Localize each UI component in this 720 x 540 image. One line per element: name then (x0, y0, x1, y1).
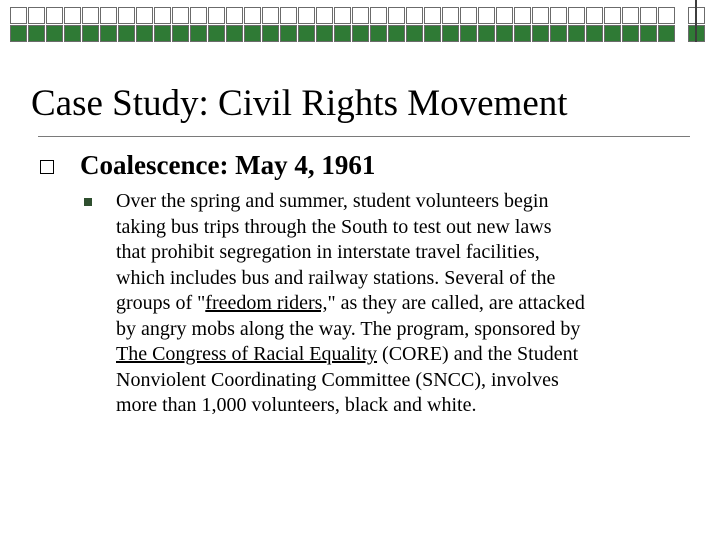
header-grid-cell (514, 7, 531, 24)
header-grid-cell (370, 25, 387, 42)
header-grid-cell (640, 25, 657, 42)
body-line: Nonviolent Coordinating Committee (SNCC), involves (116, 368, 559, 391)
body-line: more than 1,000 volunteers, black and white. (116, 394, 477, 416)
header-grid-cell (406, 25, 423, 42)
header-grid-cell (28, 7, 45, 24)
header-grid-cell (460, 7, 477, 24)
header-grid-cell (64, 25, 81, 42)
header-grid-cell (352, 25, 369, 42)
header-grid-cell (82, 7, 99, 24)
header-grid-cell (208, 7, 225, 24)
header-grid-cell (334, 7, 351, 24)
body-line (116, 342, 686, 368)
header-grid-cell (532, 25, 549, 42)
header-grid-cell (640, 7, 657, 24)
header-grid-cell (316, 7, 333, 24)
header-grid-cell (10, 25, 27, 42)
header-grid-cell (280, 25, 297, 42)
header-grid-cell (28, 25, 45, 42)
title-underline-rule (38, 136, 690, 137)
header-grid-cell (496, 7, 513, 24)
body-text-fragment: " as they are called, are attacked (327, 292, 585, 314)
header-grid-cell (136, 25, 153, 42)
body-line: Over the spring and summer, student volunteers begin (116, 190, 549, 212)
slide-title: Case Study: Civil Rights Movement (31, 83, 568, 124)
header-grid-cell (172, 7, 189, 24)
body-line: taking bus trips through the South to test out new laws (116, 215, 552, 238)
header-grid-cell (244, 25, 261, 42)
header-grid-cell (316, 25, 333, 42)
header-grid-cell (388, 7, 405, 24)
header-grid-cell (208, 25, 225, 42)
header-grid-cell (244, 7, 261, 24)
header-grid-cell (190, 25, 207, 42)
header-grid-cell (622, 7, 639, 24)
congress-of-racial-equality-link[interactable]: The Congress of Racial Equality (116, 343, 378, 365)
header-grid-cell (424, 25, 441, 42)
header-grid-cell (100, 25, 117, 42)
decorative-header-band (0, 0, 720, 40)
header-grid-cell (496, 25, 513, 42)
header-grid-cell (46, 7, 63, 24)
header-grid-cell (136, 7, 153, 24)
header-grid-cell (568, 7, 585, 24)
body-paragraph (116, 189, 686, 419)
body-line: that prohibit segregation in interstate travel facilities, (116, 241, 540, 263)
header-grid-cell (586, 25, 603, 42)
header-grid-cell (226, 25, 243, 42)
header-grid-cell (550, 25, 567, 42)
header-grid-cell (334, 25, 351, 42)
header-grid-cell (118, 25, 135, 42)
header-grid-cell (406, 7, 423, 24)
header-grid-cell (532, 7, 549, 24)
body-line (116, 291, 686, 317)
header-grid-cell (46, 25, 63, 42)
header-grid-cell (478, 7, 495, 24)
header-grid-cell (568, 25, 585, 42)
header-grid-cell (550, 7, 567, 24)
filled-square-bullet-icon (84, 198, 92, 206)
header-grid-cell (658, 25, 675, 42)
header-grid-cell (10, 7, 27, 24)
header-grid-cell (280, 7, 297, 24)
header-grid-cell (172, 25, 189, 42)
header-grid-cell (118, 7, 135, 24)
header-grid-cell (100, 7, 117, 24)
header-grid-cell (64, 7, 81, 24)
header-vertical-rule (695, 0, 697, 42)
body-line: which includes bus and railway stations. Several of the (116, 266, 556, 289)
header-grid-cell (298, 7, 315, 24)
header-grid-cell (442, 25, 459, 42)
header-grid-cell (82, 25, 99, 42)
header-grid-cell (658, 7, 675, 24)
header-grid-cell (352, 7, 369, 24)
header-grid-cell (460, 25, 477, 42)
header-grid-cell (370, 7, 387, 24)
hollow-square-bullet-icon (40, 160, 54, 174)
header-grid-cell (154, 25, 171, 42)
header-grid-cell (604, 25, 621, 42)
body-line: by angry mobs along the way. The program, sponsored by (116, 317, 581, 340)
freedom-riders-link[interactable]: freedom riders, (205, 292, 328, 314)
header-grid-cell (262, 25, 279, 42)
header-grid-cell (154, 7, 171, 24)
header-grid-cell (514, 25, 531, 42)
header-grid-cell (388, 25, 405, 42)
section-heading: Coalescence: May 4, 1961 (80, 150, 376, 180)
header-grid-cell (262, 7, 279, 24)
header-grid-cell (298, 25, 315, 42)
header-grid-cell (190, 7, 207, 24)
header-grid-cell (442, 7, 459, 24)
header-grid-top-row (10, 7, 685, 24)
body-text-fragment: groups of " (116, 292, 206, 314)
body-text-fragment: (CORE) and the Student (377, 343, 579, 365)
header-grid-bottom-row (10, 25, 685, 42)
header-grid-cell (226, 7, 243, 24)
header-grid-cell (622, 25, 639, 42)
header-grid-cell (424, 7, 441, 24)
header-grid-cell (586, 7, 603, 24)
header-grid-cell (604, 7, 621, 24)
header-grid-cell (478, 25, 495, 42)
